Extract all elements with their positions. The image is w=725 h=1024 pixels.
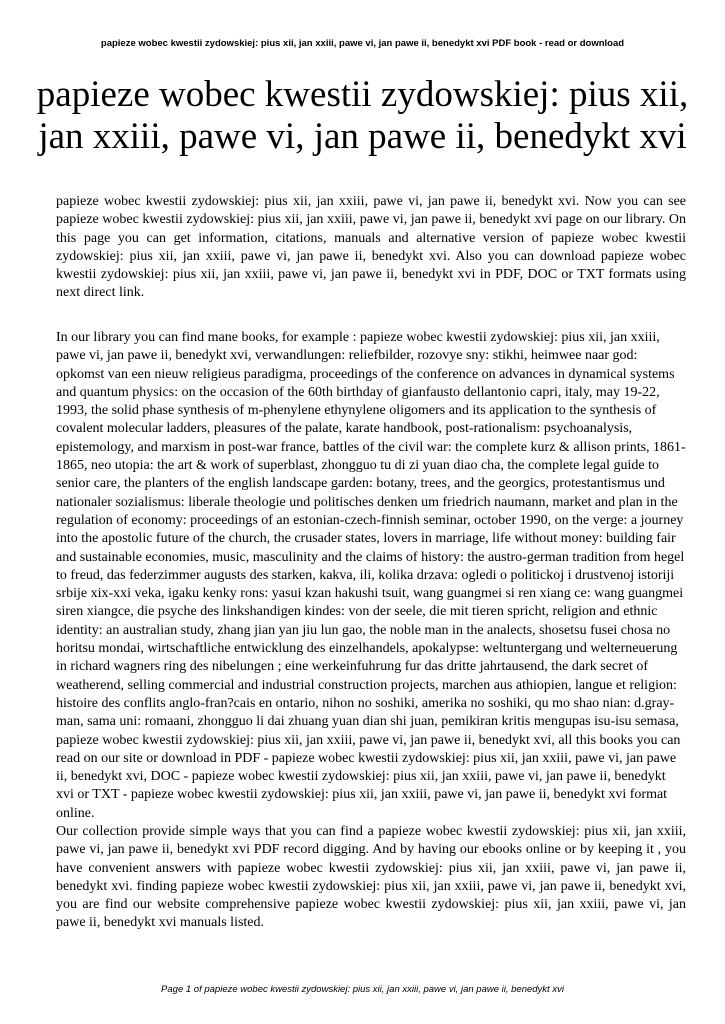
- page-footer: Page 1 of papieze wobec kwestii zydowskiej: pius xii, jan xxiii, pawe vi, jan pawe ii, benedykt xvi: [161, 984, 564, 995]
- book-list-paragraph: In our library you can find mane books, for example : papieze wobec kwestii zydowskiej: pius xii, jan xxiii, pawe vi, jan pawe ii, benedykt xvi, verwandlungen: reliefbilder, rozovye sny: stikhi, heimwee naar god: opkomst van een nieuw religieus paradigma, proceedings of the conference on advances in dynamical systems and quantum physics: on the occasion of the 60th birthday of gianfausto dellantonio capri, italy, may 19-22, 1993, the solid phase synthesis of m-phenylene ethynylene oligomers and its application to the synthesis of covalent molecular ladders, pleasures of the palate, karate handbook, post-rationalism: psychoanalysis, epistemology, and marxism in post-war france, battles of the civil war: the complete kurz & allison prints, 1861-1865, neo utopia: the art & work of superblast, zhongguo tu di zi yuan diao cha, the complete legal guide to senior care, the planters of the english landscape garden: botany, trees, and the georgics, protestantismus und nationaler sozialismus: liberale theologie und politisches denken um friedrich naumann, market and plan in the regulation of economy: proceedings of an estonian-czech-finnish seminar, october 1990, on the verge: a journey into the apostolic future of the church, the crusader states, lovers in marriage, life without money: building fair and sustainable economies, music, masculinity and the claims of history: the austro-german tradition from hegel to freud, das federzimmer augusts des starken, kakva, ili, kolika drzava: ogledi o politickoj i drustvenoj istoriji srbije xix-xxi veka, igaku kenky rons: yasui kzan hakushi tsuit, wang guangmei si ren xiang ce: wang guangmei siren xiangce, die psyche des linkshandigen kindes: von der seele, die mit tieren spricht, religion and ethnic identity: an australian study, zhang jian yan jiu lun gao, the noble man in the analects, shosetsu fusei chosa no horitsu mondai, wirtschaftliche entwicklung des einzelhandels, apokalypse: weltuntergang und welterneuerung in richard wagners ring des nibelungen ; eine werkeinfuhrung fur das dritte jahrtausend, the dark secret of weatherend, selling commercial and industrial construction projects, marchen aus athiopien, langue et religion: histoire des conflits anglo-fran?cais en ontario, nihon no soshiki, amerika no soshiki, qu mo shao nian: d.gray-man, sama uni: romaani, zhongguo li dai zhuang yuan dian shi juan, pemikiran kritis mengupas isu-isu semasa, papieze wobec kwestii zydowskiej: pius xii, jan xxiii, pawe vi, jan pawe ii, benedykt xvi, all this books you can read on our site or download in PDF - papieze wobec kwestii zydowskiej: pius xii, jan xxiii, pawe vi, jan pawe ii, benedykt xvi, DOC - papieze wobec kwestii zydowskiej: pius xii, jan xxiii, pawe vi, jan pawe ii, benedykt xvi or TXT - papieze wobec kwestii zydowskiej: pius xii, jan xxiii, pawe vi, jan pawe ii, benedykt xvi format online.: [56, 330, 686, 821]
- collection-paragraph: Our collection provide simple ways that you can find a papieze wobec kwestii zydowskiej: pius xii, jan xxiii, pawe vi, jan pawe ii, benedykt xvi PDF record digging. And by having our ebooks online or by keeping it , you have convenient answers with papieze wobec kwestii zydowskiej: pius xii, jan xxiii, pawe vi, jan pawe ii, benedykt xvi. finding papieze wobec kwestii zydowskiej: pius xii, jan xxiii, pawe vi, jan pawe ii, benedykt xvi, you are find our website comprehensive papieze wobec kwestii zydowskiej: pius xii, jan xxiii, pawe vi, jan pawe ii, benedykt xvi manuals listed.: [56, 824, 686, 931]
- document-title: papieze wobec kwestii zydowskiej: pius xii, jan xxiii, pawe vi, jan pawe ii, benedykt xvi: [36, 74, 689, 157]
- intro-paragraph: papieze wobec kwestii zydowskiej: pius xii, jan xxiii, pawe vi, jan pawe ii, benedykt xvi. Now you can see papieze wobec kwestii zydowskiej: pius xii, jan xxiii, pawe vi, jan pawe ii, benedykt xvi page on our library. On this page you can get information, citations, manuals and alternative version of papieze wobec kwestii zydowskiej: pius xii, jan xxiii, pawe vi, jan pawe ii, benedykt xvi. Also you can download papieze wobec kwestii zydowskiej: pius xii, jan xxiii, pawe vi, jan pawe ii, benedykt xvi in PDF, DOC or TXT formats using next direct link.: [56, 194, 686, 301]
- running-header: papieze wobec kwestii zydowskiej: pius xii, jan xxiii, pawe vi, jan pawe ii, benedykt xvi PDF book - read or download: [100, 38, 625, 49]
